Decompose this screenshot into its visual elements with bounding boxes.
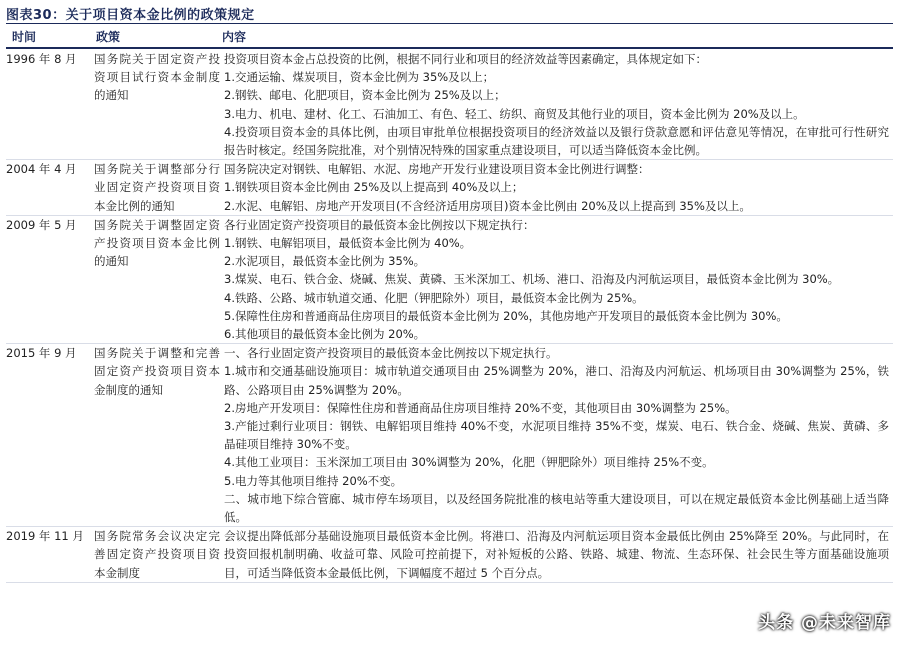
watermark (758, 608, 891, 633)
column-header-content: 内容 (222, 30, 247, 44)
row-time: 2019 年 11 月 (6, 527, 94, 583)
header-divider (6, 47, 893, 49)
content-line: 各行业固定资产投资项目的最低资本金比例按以下规定执行： (224, 217, 535, 232)
row-policy: 国务院常务会议决定完善固定资产投资项目资本金制度 (94, 527, 224, 583)
watermark-text: 头条 @未来智库 (758, 613, 891, 633)
row-content (224, 160, 893, 216)
content-line: 3.产能过剩行业项目：钢铁、电解铝项目维持 40%不变，水泥项目维持 35%不变，煤炭、电石、铁合金、烧碱、焦炭、黄磷、多晶硅项目维持 30%不变。 (224, 419, 889, 452)
row-time: 2009 年 5 月 (6, 215, 94, 343)
content-line: 会议提出降低部分基础设施项目最低资本金比例。将港口、沿海及内河航运项目资本金最低比例由 25%降至 20%。与此同时，在投资回报机制明确、收益可靠、风险可控前提下，对补短板的公路、铁路、城建、物流、生态环保、社会民生等方面基础设施项目，可适当降低资本金最低比例，下调幅度不超过 5 个百分点。 (224, 529, 889, 580)
content-line: 4.投资项目资本金的具体比例，由项目审批单位根据投资项目的经济效益以及银行贷款意愿和评估意见等情况，在审批可行性研究报告时核定。经国务院批准，对个别情况特殊的国家重点建设项目，可以适当降低资本金比例。 (224, 124, 889, 158)
table-row (6, 215, 893, 343)
title-divider (6, 23, 893, 24)
column-header-time: 时间 (12, 30, 37, 44)
content-line: 二、城市地下综合管廊、城市停车场项目，以及经国务院批准的核电站等重大建设项目，可以在规定最低资本金比例基础上适当降低。 (224, 491, 889, 525)
row-policy: 国务院关于调整和完善固定资产投资项目资本金制度的通知 (94, 344, 224, 527)
table-header (6, 26, 893, 46)
content-line: 1.钢铁项目资本金比例由 25%及以上提高到 40%及以上； (224, 180, 524, 195)
figure-title: 图表30：关于项目资本金比例的政策规定 (6, 8, 255, 23)
content-line: 3.电力、机电、建材、化工、石油加工、有色、轻工、纺织、商贸及其他行业的项目，资本金比例为 20%及以上。 (224, 106, 805, 121)
content-line: 投资项目资本金占总投资的比例，根据不同行业和项目的经济效益等因素确定，具体规定如下： (224, 52, 707, 66)
content-line: 5.保障性住房和普通商品住房项目的最低资本金比例为 20%，其他房地产开发项目的最低资本金比例为 30%。 (224, 308, 788, 323)
content-line: 1.钢铁、电解铝项目，最低资本金比例为 40%。 (224, 236, 472, 251)
content-line: 6.其他项目的最低资本金比例为 20%。 (224, 327, 426, 342)
row-policy: 国务院关于调整部分行业固定资产投资项目资本金比例的通知 (94, 160, 224, 216)
row-time: 2015 年 9 月 (6, 344, 94, 527)
content-line: 一、各行业固定资产投资项目的最低资本金比例按以下规定执行。 (224, 346, 558, 361)
policy-table-body (6, 50, 893, 582)
content-line: 3.煤炭、电石、铁合金、烧碱、焦炭、黄磷、玉米深加工、机场、港口、沿海及内河航运项目，最低资本金比例为 30%。 (224, 272, 840, 287)
row-content (224, 344, 893, 527)
content-line: 4.铁路、公路、城市轨道交通、化肥（钾肥除外）项目，最低资本金比例为 25%。 (224, 290, 644, 305)
row-content (224, 215, 893, 343)
table-row (6, 50, 893, 160)
content-line: 1.交通运输、煤炭项目，资本金比例为 35%及以上； (224, 70, 495, 85)
table-row (6, 160, 893, 216)
column-header-policy: 政策 (96, 30, 121, 44)
row-policy: 国务院关于调整固定资产投资项目资本金比例的通知 (94, 215, 224, 343)
table-row (6, 527, 893, 583)
content-line: 1.城市和交通基础设施项目：城市轨道交通项目由 25%调整为 20%，港口、沿海及内河航运、机场项目由 30%调整为 25%，铁路、公路项目由 25%调整为 20%。 (224, 364, 889, 397)
content-line: 2.房地产开发项目：保障性住房和普通商品住房项目维持 20%不变，其他项目由 30%调整为 25%。 (224, 400, 737, 415)
policy-table (6, 50, 893, 583)
content-line: 2.水泥项目，最低资本金比例为 35%。 (224, 254, 426, 269)
table-row (6, 344, 893, 527)
row-policy: 国务院关于固定资产投资项目试行资本金制度的通知 (94, 50, 224, 160)
row-time: 1996 年 8 月 (6, 50, 94, 160)
row-content (224, 527, 893, 583)
content-line: 2.水泥、电解铝、房地产开发项目(不含经济适用房项目)资本金比例由 20%及以上提高到 35%及以上。 (224, 198, 751, 213)
content-line: 4.其他工业项目：玉米深加工项目由 30%调整为 20%，化肥（钾肥除外）项目维持 25%不变。 (224, 455, 714, 470)
content-line: 5.电力等其他项目维持 20%不变。 (224, 473, 403, 488)
content-line: 2.钢铁、邮电、化肥项目，资本金比例为 25%及以上； (224, 88, 506, 103)
content-line: 国务院决定对钢铁、电解铝、水泥、房地产开发行业建设项目资本金比例进行调整： (224, 162, 650, 177)
row-time: 2004 年 4 月 (6, 160, 94, 216)
row-content (224, 50, 893, 160)
